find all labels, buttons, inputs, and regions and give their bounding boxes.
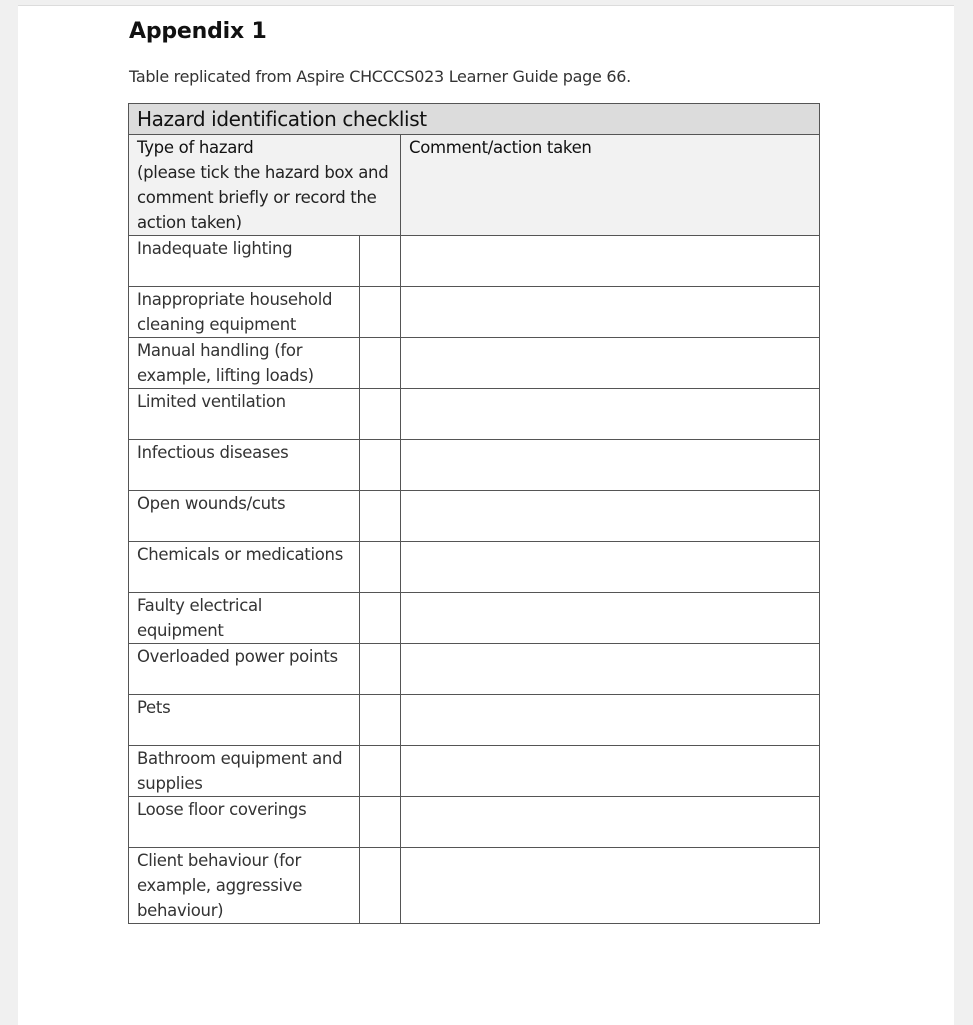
table-row — [129, 797, 820, 848]
table-source-caption: Table replicated from Aspire CHCCCS023 Learner Guide page 66. — [129, 67, 631, 86]
hazard-comment-cell[interactable] — [401, 440, 820, 491]
comment-header — [401, 135, 820, 236]
hazard-label: Overloaded power points — [129, 644, 360, 695]
table-row — [129, 287, 820, 338]
table-row — [129, 695, 820, 746]
hazard-label: Client behaviour (for example, aggressive behaviour) — [129, 848, 360, 924]
hazard-tick-box[interactable] — [360, 287, 401, 338]
hazard-comment-cell[interactable] — [401, 542, 820, 593]
hazard-tick-box[interactable] — [360, 848, 401, 924]
table-row — [129, 491, 820, 542]
hazard-type-header — [129, 135, 401, 236]
hazard-comment-cell[interactable] — [401, 491, 820, 542]
hazard-label: Chemicals or medications — [129, 542, 360, 593]
table-row — [129, 236, 820, 287]
hazard-type-header-title: Type of hazard — [137, 138, 254, 157]
hazard-tick-box[interactable] — [360, 491, 401, 542]
hazard-label: Inappropriate household cleaning equipment — [129, 287, 360, 338]
table-row — [129, 644, 820, 695]
hazard-comment-cell[interactable] — [401, 848, 820, 924]
hazard-label: Pets — [129, 695, 360, 746]
hazard-comment-cell[interactable] — [401, 593, 820, 644]
table-row — [129, 389, 820, 440]
hazard-comment-cell[interactable] — [401, 389, 820, 440]
table-title-row — [129, 104, 820, 135]
table-row — [129, 593, 820, 644]
hazard-label: Open wounds/cuts — [129, 491, 360, 542]
hazard-label: Loose floor coverings — [129, 797, 360, 848]
table-row — [129, 542, 820, 593]
hazard-tick-box[interactable] — [360, 236, 401, 287]
hazard-label: Manual handling (for example, lifting loads) — [129, 338, 360, 389]
hazard-comment-cell[interactable] — [401, 287, 820, 338]
hazard-label: Infectious diseases — [129, 440, 360, 491]
hazard-tick-box[interactable] — [360, 797, 401, 848]
appendix-heading: Appendix 1 — [129, 19, 267, 44]
hazard-comment-cell[interactable] — [401, 236, 820, 287]
hazard-comment-cell[interactable] — [401, 644, 820, 695]
table-row — [129, 440, 820, 491]
table-row — [129, 746, 820, 797]
hazard-tick-box[interactable] — [360, 542, 401, 593]
comment-header-label: Comment/action taken — [409, 138, 592, 157]
hazard-label: Limited ventilation — [129, 389, 360, 440]
table-title: Hazard identification checklist — [129, 104, 820, 135]
hazard-tick-box[interactable] — [360, 593, 401, 644]
table-row — [129, 848, 820, 924]
hazard-tick-box[interactable] — [360, 440, 401, 491]
hazard-type-header-note: (please tick the hazard box and comment briefly or record the action taken) — [137, 163, 389, 232]
hazard-label: Bathroom equipment and supplies — [129, 746, 360, 797]
hazard-tick-box[interactable] — [360, 695, 401, 746]
hazard-tick-box[interactable] — [360, 746, 401, 797]
hazard-comment-cell[interactable] — [401, 695, 820, 746]
hazard-tick-box[interactable] — [360, 389, 401, 440]
hazard-comment-cell[interactable] — [401, 746, 820, 797]
hazard-comment-cell[interactable] — [401, 797, 820, 848]
hazard-checklist-table — [128, 103, 820, 924]
table-header-row — [129, 135, 820, 236]
hazard-label: Inadequate lighting — [129, 236, 360, 287]
table-row — [129, 338, 820, 389]
hazard-label: Faulty electrical equipment — [129, 593, 360, 644]
hazard-tick-box[interactable] — [360, 338, 401, 389]
hazard-comment-cell[interactable] — [401, 338, 820, 389]
hazard-tick-box[interactable] — [360, 644, 401, 695]
